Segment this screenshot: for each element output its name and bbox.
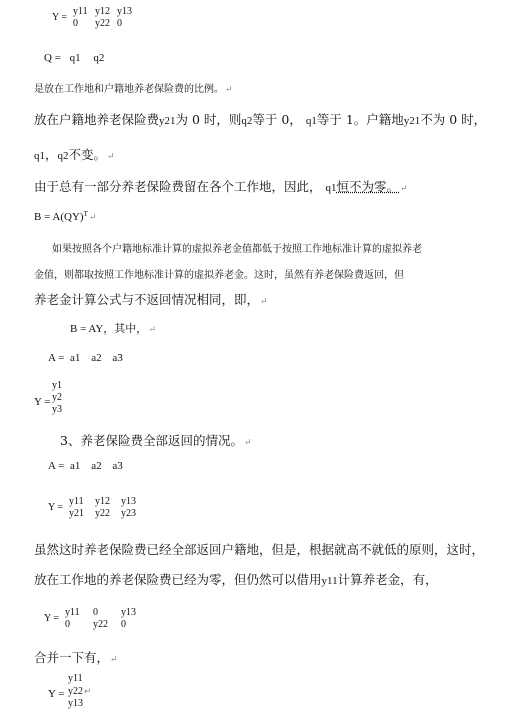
matrix-cell: 0 [65,619,70,630]
matrix-cell: y13 [121,496,136,507]
q-term: q2 [93,52,105,64]
matrix-cell: y23 [121,508,136,519]
a-vector: A = a1 a2 a3 [48,352,123,364]
matrix-cell: y11 [65,607,80,618]
matrix-cell: y13 [121,607,136,618]
text-line: 如果按照各个户籍地标准计算的虚拟养老金值都低于按照工作地标准计算的虚拟养老 [52,244,422,255]
section-heading: 3、养老保险费全部返回的情况。↵ [60,433,252,448]
matrix-cell: y12 [95,496,110,507]
matrix-cell: 0 [117,18,122,29]
matrix-cell: y12 [95,6,110,17]
matrix-cell: y11 [69,496,84,507]
matrix-cell: 0 [121,619,126,630]
text-line: 放在户籍地养老保险费y21为 0 时，则q2等于 0， q1等于 1。户籍地y21不为 0 时， [34,112,487,127]
y-final-lhs: Y = [48,688,65,700]
matrix-lhs: Y = [52,12,67,23]
a-vector-2: A = a1 a2 a3 [48,460,123,472]
vector-cell: y2 [52,392,62,403]
matrix-cell: y22 [95,508,110,519]
y-final-vector: y11 y22↵ y13 [68,673,92,709]
y-column-vector [52,380,62,416]
text-line: q1，q2不变。↵ [34,147,115,162]
q-lhs: Q = [44,52,61,64]
text-line: 放在工作地的养老保险费已经为零，但仍然可以借用y11计算养老金，有， [34,572,438,587]
q-equation [44,52,104,64]
text-line: 是放在工作地和户籍地养老保险费的比例。↵ [34,84,233,95]
vector-cell: y1 [52,380,62,391]
text-line: 养老金计算公式与不返回情况相同，即，↵ [34,292,268,307]
matrix-cell: y21 [69,508,84,519]
vector-cell: y11 [68,673,83,684]
matrix-cell: y22 [95,18,110,29]
vector-cell: y22 [68,686,83,697]
matrix-cell: 0 [93,607,98,618]
text-line: 合并一下有，↵ [34,650,118,665]
matrix-cell: y13 [117,6,132,17]
matrix-cell: y11 [73,6,88,17]
vector-cell: y13 [68,698,83,709]
q-term: q1 [69,52,81,64]
matrix-cell: y22 [93,619,108,630]
matrix-y-partial: Y =y11 0 y13 0 y22 0 [44,607,149,631]
text-line: 金值，则都取按照工作地标准计算的虚拟养老金。这时，虽然有养老保险费返回，但 [34,270,404,281]
vector-cell: y3 [52,404,62,415]
b-equation: B = A(QY)$^T$↵ [34,210,97,223]
matrix-y-top [52,6,139,30]
matrix-y-full: Y =y11 y12 y13 y21 y22 y23 [48,496,147,520]
b-equation-2: B = AY，其中，↵ [70,323,156,335]
text-line: 由于总有一部分养老保险费留在各个工作地，因此， q1恒不为零。↵ [34,179,408,194]
text-line: 虽然这时养老保险费已经全部返回户籍地，但是，根据就高不就低的原则，这时， [34,542,485,557]
matrix-cell: 0 [73,18,78,29]
y-vector-lhs: Y = [34,396,51,408]
